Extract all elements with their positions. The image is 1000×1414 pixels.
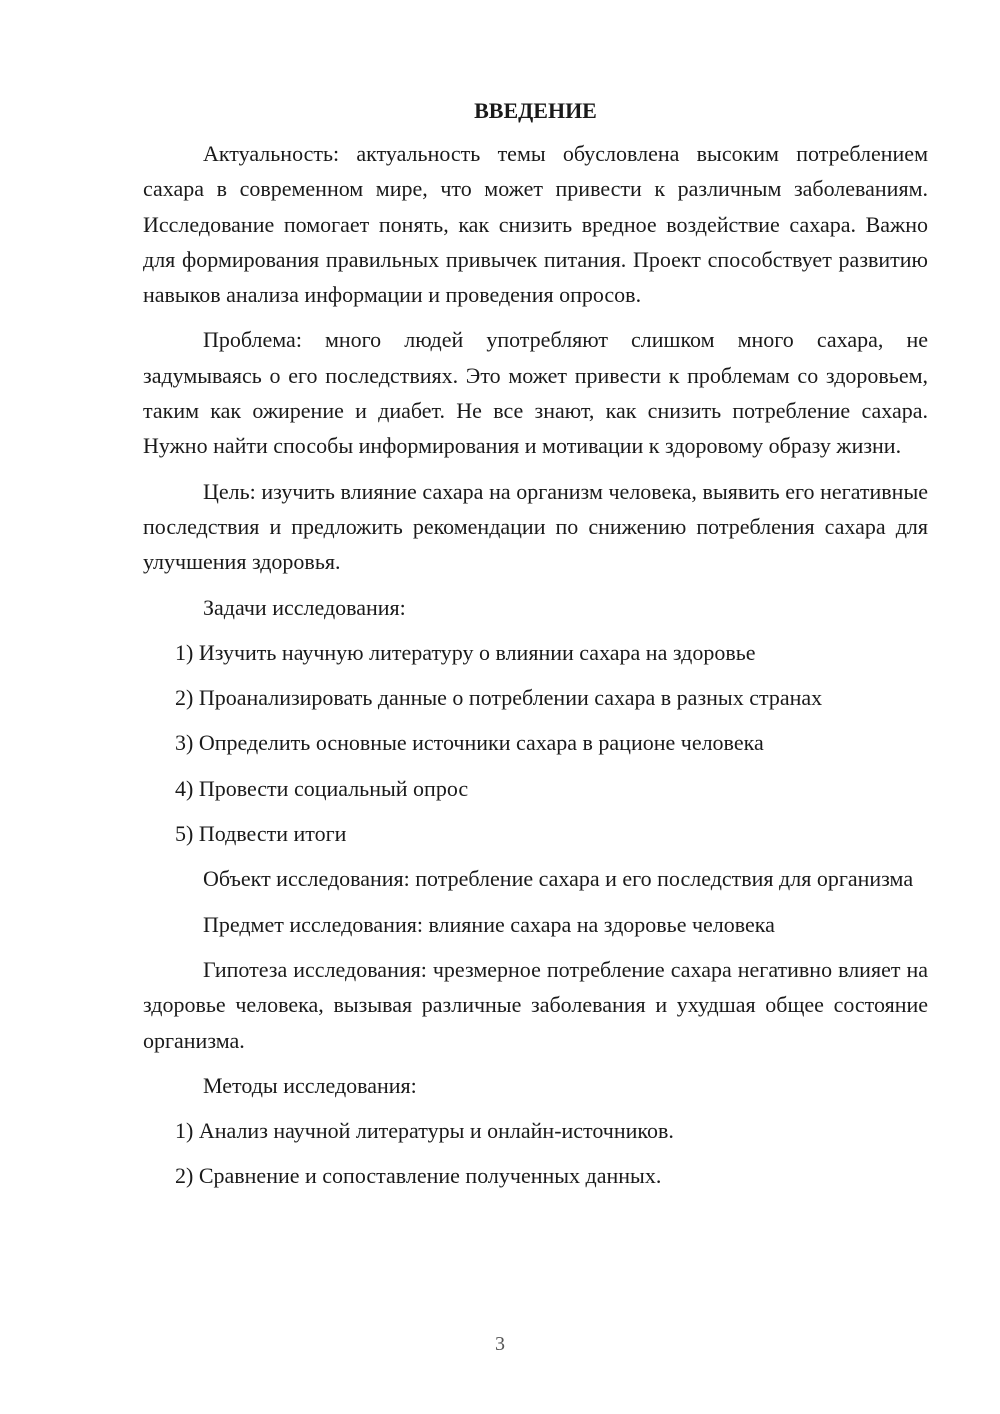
problem-paragraph: Проблема: много людей употребляют слишком много сахара, не задумываясь о его последствиях. Это может привести к проблемам со здоровьем, таким как ожирение и диабет. Не все знают, как снизить потребление сахара. Нужно найти способы информирования и мотивации к здоровому образу жизни. [143, 327, 928, 459]
task-item-1: 1) Изучить научную литературу о влиянии сахара на здоровье [175, 639, 756, 665]
goal-paragraph: Цель: изучить влияние сахара на организм человека, выявить его негативные последствия и предложить рекомендации по снижению потребления сахара для улучшения здоровья. [143, 478, 928, 575]
object-paragraph: Объект исследования: потребление сахара и его последствия для организма [203, 866, 914, 892]
document-page [143, 96, 928, 1204]
tasks-heading: Задачи исследования: [203, 594, 406, 620]
page-number: 3 [495, 1333, 505, 1355]
task-item-3: 3) Определить основные источники сахара в рационе человека [175, 730, 764, 756]
task-item-5: 5) Подвести итоги [175, 821, 347, 847]
subject-paragraph: Предмет исследования: влияние сахара на здоровье человека [203, 911, 775, 937]
methods-heading: Методы исследования: [203, 1072, 417, 1098]
hypothesis-paragraph: Гипотеза исследования: чрезмерное потребление сахара негативно влияет на здоровье человека, вызывая различные заболевания и ухудшая общее состояние организма. [143, 956, 928, 1053]
task-item-2: 2) Проанализировать данные о потреблении сахара в разных странах [175, 685, 823, 711]
method-item-1: 1) Анализ научной литературы и онлайн-источников. [175, 1118, 674, 1144]
relevance-paragraph: Актуальность: актуальность темы обусловлена высоким потреблением сахара в современном мире, что может привести к различным заболеваниям. Исследование помогает понять, как снизить вредное воздействие сахара. Важно для формирования правильных привычек питания. Проект способствует развитию навыков анализа информации и проведения опросов. [143, 141, 928, 308]
section-title: ВВЕДЕНИЕ [474, 98, 597, 123]
task-item-4: 4) Провести социальный опрос [175, 775, 469, 801]
method-item-2: 2) Сравнение и сопоставление полученных данных. [175, 1163, 662, 1189]
